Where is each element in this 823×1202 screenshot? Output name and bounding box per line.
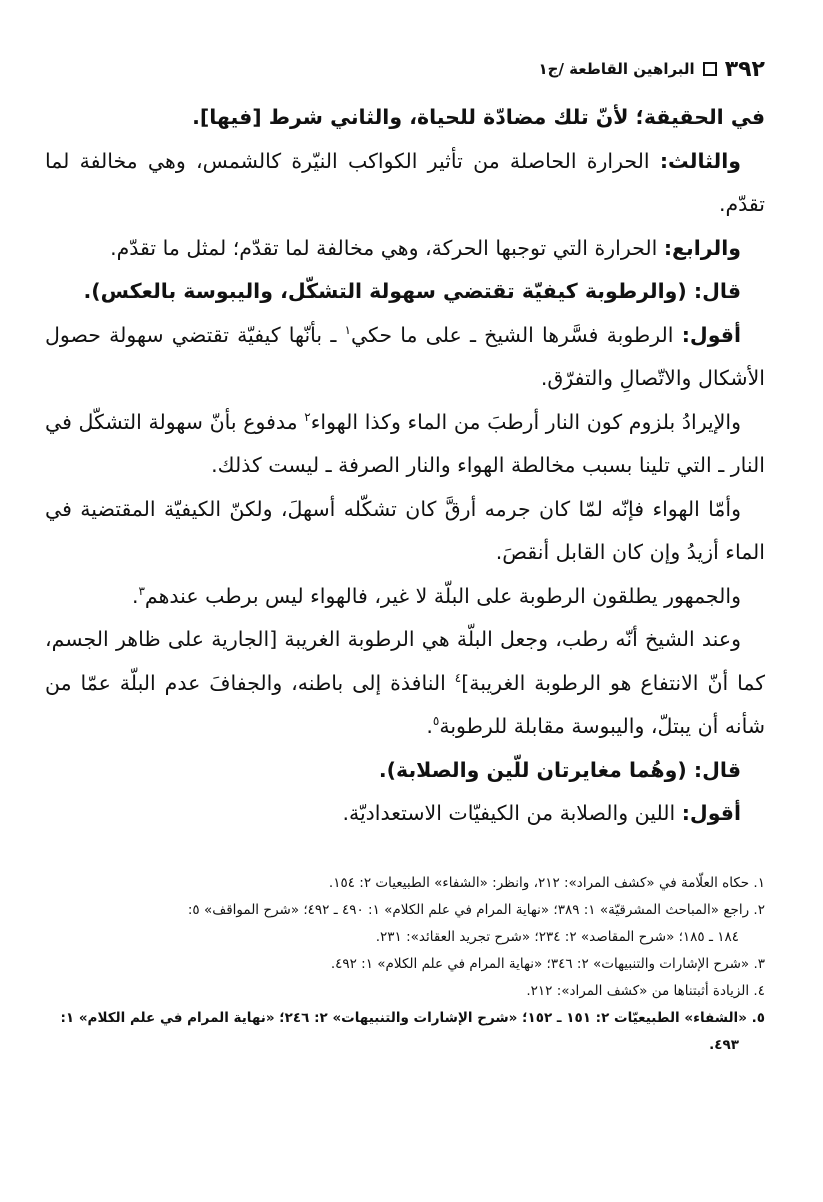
page-number: ٣٩٢ [724, 56, 765, 82]
main-text [45, 96, 765, 836]
paragraph-9-text-a: وعند الشيخ أنّه رطب، وجعل البلّة هي الرطوبة الغريبة [الجارية على ظاهر الجسم، كما أنّ الانتفاع هو الرطوبة الغريبة] [45, 627, 765, 695]
paragraph-3 [45, 227, 765, 271]
footnote-ref-4: ٤ [454, 670, 462, 685]
paragraph-9-text-b: النافذة إلى باطنه، والجفافَ عدم البلّة عمّا من شأنه أن يبتلّ، واليبوسة مقابلة للرطوبة [45, 670, 765, 738]
footnote-ref-3: ٣ [138, 583, 145, 598]
paragraph-4-lead: قال: [693, 279, 741, 303]
paragraph-4 [45, 270, 765, 314]
footnote-3: ٣. «شرح الإشارات والتنبيهات» ٢: ٣٤٦؛ «نهاية المرام في علم الكلام» ١: ٤٩٢. [330, 956, 765, 972]
page-header [45, 52, 765, 86]
footnote-ref-5: ٥ [432, 714, 440, 729]
paragraph-6 [45, 401, 765, 488]
paragraph-2-text: الحرارة الحاصلة من تأثير الكواكب النيّرة كالشمس، وهي مخالفة لما تقدّم. [45, 148, 765, 216]
footnote-2-continued: ١٨٤ ـ ١٨٥؛ «شرح المقاصد» ٢: ٢٣٤؛ «شرح تجريد العقائد»: ٢٣١. [375, 929, 739, 945]
footnote-ref-2: ٢ [304, 409, 311, 424]
paragraph-7: وأمّا الهواء فإنّه لمّا كان جرمه أرقَّ كان تشكّله أسهلَ، ولكنّ الكيفيّة المقتضية في الماء أزيدُ وإن كان القابل أنقصَ. [45, 496, 765, 564]
paragraph-2-lead: والثالث: [659, 148, 741, 173]
footnotes [45, 870, 765, 1059]
footnote-5-continued: ٤٩٣. [709, 1037, 739, 1053]
paragraph-9 [45, 618, 765, 749]
paragraph-3-lead: والرابع: [663, 235, 741, 260]
footnote-1: ١. حكاه العلّامة في «كشف المراد»: ٢١٢، وانظر: «الشفاء» الطبيعيات ٢: ١٥٤. [328, 875, 765, 891]
paragraph-8-text-a: والجمهور يطلقون الرطوبة على البلّة لا غير، فالهواء ليس برطب عندهم [144, 583, 741, 608]
paragraph-6-text-a: والإيرادُ بلزوم كون النار أرطبَ من الماء وكذا الهواء [310, 409, 741, 434]
square-separator-icon [703, 62, 717, 76]
paragraph-2 [45, 140, 765, 227]
footnote-2: ٢. راجع «المباحث المشرقيّة» ١: ٣٨٩؛ «نهاية المرام في علم الكلام» ١: ٤٩٠ ـ ٤٩٢؛ «شرح المواقف» ٥: [187, 902, 765, 918]
footnote-ref-1: ١ [344, 322, 351, 337]
paragraph-10 [45, 749, 765, 793]
paragraph-8 [45, 575, 765, 619]
footnote-5: ٥. «الشفاء» الطبيعيّات ٢: ١٥١ ـ ١٥٢؛ «شرح الإشارات والتنبيهات» ٢: ٢٤٦؛ «نهاية المرام في علم الكلام» ١: [60, 1010, 765, 1026]
paragraph-11-text: اللين والصلابة من الكيفيّات الاستعداديّة. [342, 801, 682, 825]
paragraph-4-quote: (والرطوبة كيفيّة تقتضي سهولة التشكّل، واليبوسة بالعكس). [83, 279, 694, 303]
paragraph-11 [45, 792, 765, 836]
footnote-4: ٤. الزيادة أثبتناها من «كشف المراد»: ٢١٢. [526, 983, 765, 999]
paragraph-9-text-c: . [426, 714, 433, 738]
running-title: البراهين القاطعة /ج١ [538, 60, 695, 78]
paragraph-10-quote: (وهُما مغايرتان للّين والصلابة). [378, 757, 694, 782]
paragraph-3-text: الحرارة التي توجبها الحركة، وهي مخالفة لما تقدّم؛ لمثل ما تقدّم. [110, 235, 664, 260]
paragraph-6-text-b: مدفوع بأنّ سهولة التشكّل في النار ـ التي تلينا بسبب مخالطة الهواء والنار الصرفة ـ ليست كذلك. [45, 409, 765, 477]
paragraph-10-lead: قال: [693, 757, 741, 782]
paragraph-5-text-b: ـ بأنّها كيفيّة تقتضي سهولة حصول الأشكال والاتّصالِ والتفرّق. [45, 322, 765, 390]
paragraph-5 [45, 314, 765, 401]
paragraph-1: في الحقيقة؛ لأنّ تلك مضادّة للحياة، والثاني شرط [فيها]. [192, 105, 765, 129]
paragraph-11-lead: أقول: [681, 801, 741, 825]
paragraph-5-text-a: الرطوبة فسَّرها الشيخ ـ على ما حكي [350, 322, 682, 347]
paragraph-5-lead: أقول: [681, 322, 741, 347]
paragraph-8-text-b: . [131, 583, 139, 608]
